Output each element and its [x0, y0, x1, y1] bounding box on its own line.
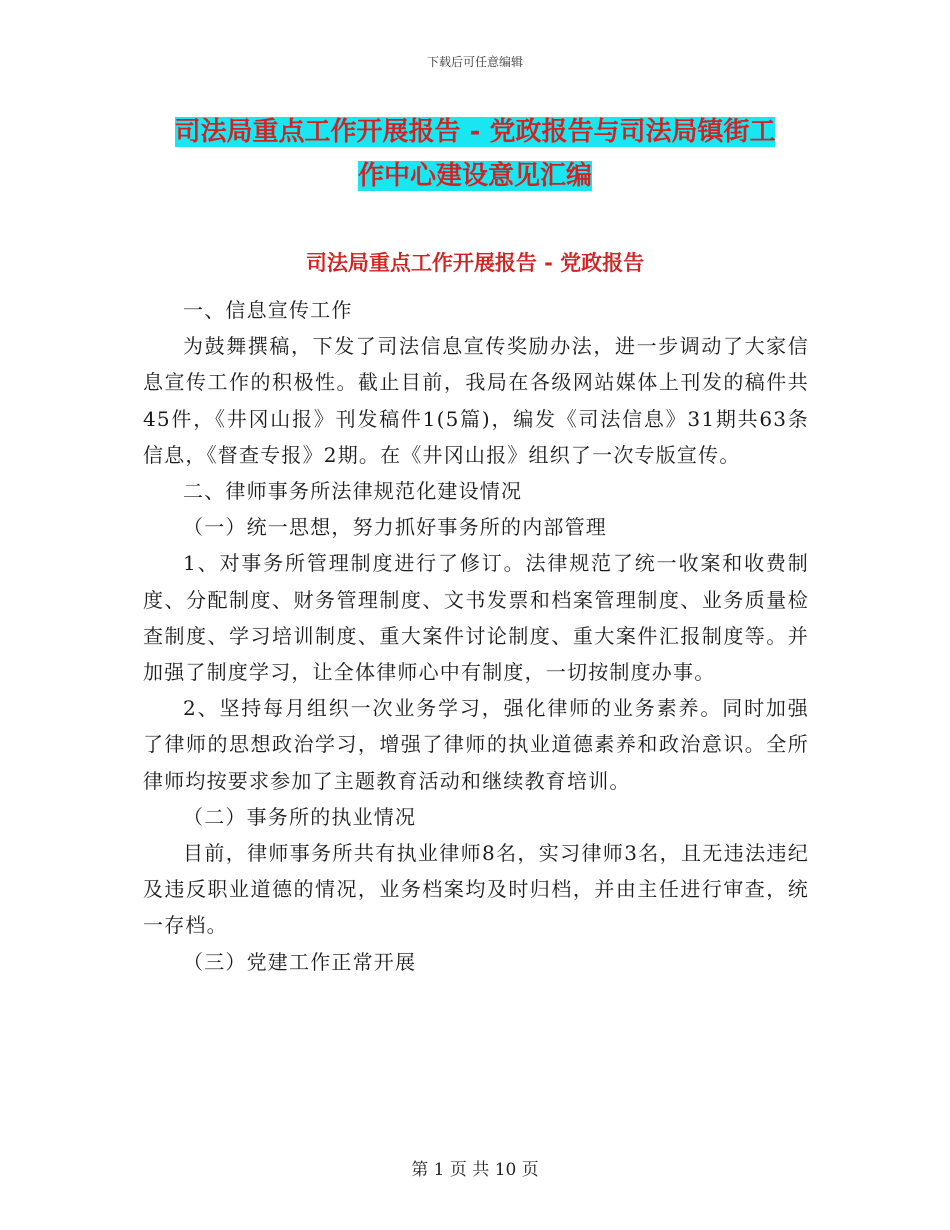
heading-info-publicity: 一、信息宣传工作 — [183, 298, 353, 322]
document-title — [140, 110, 810, 198]
header-note: 下载后可任意编辑 — [426, 55, 523, 69]
paragraph-practice-status: 目前，律师事务所共有执业律师8名，实习律师3名，且无违法违纪及违反职业道德的情况，业务档案均及时归档，并由主任进行审查，统一存档。 — [143, 841, 809, 938]
paragraph-info-publicity: 为鼓舞撰稿，下发了司法信息宣传奖励办法，进一步调动了大家信息宣传工作的积极性。截止目前，我局在各级网站媒体上刊发的稿件共45件，《井冈山报》刊发稿件1(5篇)，编发《司法信息》31期共63条信息，《督查专报》2期。在《井冈山报》组织了一次专版宣传。 — [143, 334, 809, 467]
section-title: 司法局重点工作开展报告 - 党政报告 — [305, 251, 645, 275]
paragraph-management-rules: 1、对事务所管理制度进行了修订。法律规范了统一收案和收费制度、分配制度、财务管理制度、文书发票和档案管理制度、业务质量检查制度、学习培训制度、重大案件讨论制度、重大案件汇报制度等。并加强了制度学习，让全体律师心中有制度，一切按制度办事。 — [143, 551, 809, 685]
subheading-internal-management: （一）统一思想，努力抓好事务所的内部管理 — [183, 515, 607, 540]
paragraph-monthly-study: 2、坚持每月组织一次业务学习，强化律师的业务素养。同时加强了律师的思想政治学习，增强了律师的执业道德素养和政治意识。全所律师均按要求参加了主题教育活动和继续教育培训。 — [143, 696, 809, 793]
heading-law-firm: 二、律师事务所法律规范化建设情况 — [183, 479, 523, 504]
document-title-line2: 作中心建设意见汇编 — [357, 161, 592, 191]
document-body — [143, 292, 809, 980]
page-footer: 第 1 页 共 10 页 — [411, 1160, 539, 1180]
document-title-line1: 司法局重点工作开展报告 - 党政报告与司法局镇街工 — [174, 117, 776, 147]
subheading-practice-status: （二）事务所的执业情况 — [183, 804, 417, 829]
subheading-party-building: （三）党建工作正常开展 — [183, 949, 417, 974]
